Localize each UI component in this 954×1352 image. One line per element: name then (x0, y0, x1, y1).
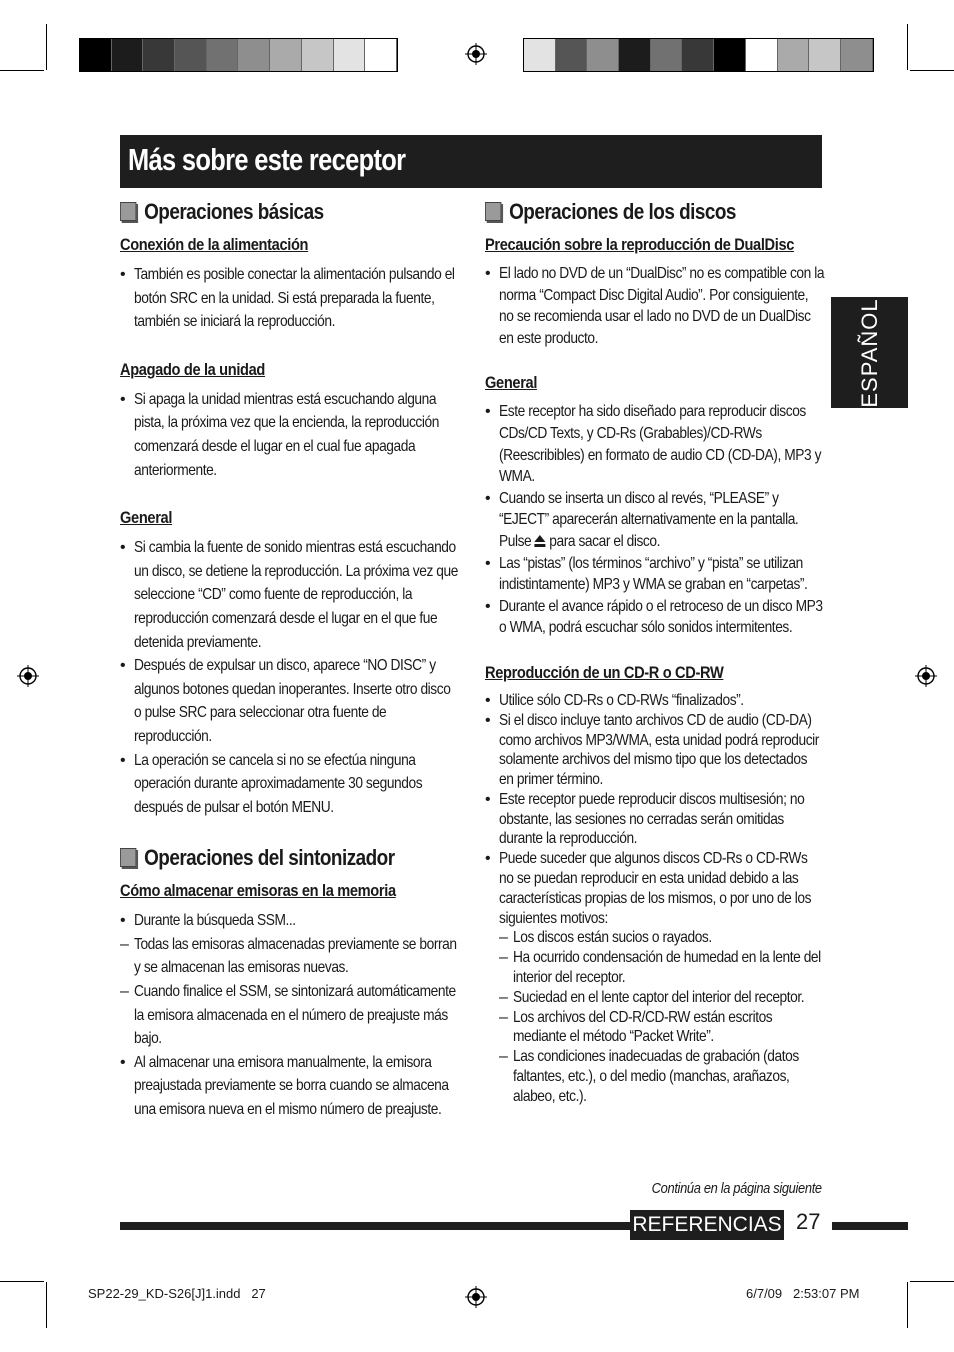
subsection-heading: Precaución sobre la reproducción de DualDisc (485, 235, 795, 254)
dash-item: – Los discos están sucios o rayados. (499, 928, 825, 948)
calibration-swatch (80, 39, 112, 71)
bullet-list (485, 401, 825, 639)
list-item: • Si cambia la fuente de sonido mientras está escuchando un disco, se detiene la reproducción. La próxima vez que seleccione “CD” como fuente de reproducción, la reproducción comenzará desde el lugar en el que fue detenida previamente. (120, 536, 460, 654)
footer-rule-right (832, 1222, 908, 1230)
bullet-list (485, 263, 825, 349)
calibration-swatch (175, 39, 207, 71)
crop-mark (0, 70, 44, 71)
calibration-swatch (112, 39, 144, 71)
subsection-heading: General (485, 373, 538, 393)
calibration-swatch (778, 39, 810, 71)
calibration-swatch (841, 39, 873, 71)
calibration-swatch (556, 39, 588, 71)
section-heading: Operaciones del sintonizador (120, 845, 412, 871)
continue-note: Continúa en la página siguiente (651, 1180, 822, 1197)
calibration-swatch (651, 39, 683, 71)
language-tab-label: ESPAÑOL (856, 297, 882, 408)
page-number: 27 (796, 1209, 821, 1234)
crop-mark (46, 24, 47, 70)
dash-item: – Ha ocurrido condensación de humedad en la lente del interior del receptor. (499, 948, 825, 988)
dash-item: – Cuando finalice el SSM, se sintonizará automáticamente la emisora almacenada en el número de preajuste más bajo. (120, 980, 460, 1051)
list-item: • Durante el avance rápido o el retroceso de un disco MP3 o WMA, podrá escuchar sólo sonidos intermitentes. (485, 596, 825, 639)
list-item: • Este receptor puede reproducir discos multisesión; no obstante, las sesiones no cerradas serán omitidas durante la reproducción. (485, 790, 825, 849)
language-tab (831, 297, 908, 408)
crop-mark (907, 1282, 908, 1328)
calibration-swatch (619, 39, 651, 71)
dash-item: – Todas las emisoras almacenadas previamente se borran y se almacenan las emisoras nuevas. (120, 933, 460, 980)
calibration-swatch (270, 39, 302, 71)
bullet-list (120, 909, 460, 1121)
subsection-heading: Cómo almacenar emisoras en la memoria (120, 881, 396, 901)
list-item: • Si el disco incluye tanto archivos CD de audio (CD-DA) como archivos MP3/WMA, esta unidad podrá reproducir solamente archivos del mismo tipo que los detectados en primer término. (485, 711, 825, 790)
calibration-swatch (207, 39, 239, 71)
print-slug-file: SP22-29_KD-S26[J]1.indd 27 (88, 1286, 266, 1301)
calibration-swatch (334, 39, 366, 71)
left-column (120, 199, 460, 1122)
calibration-swatch (746, 39, 778, 71)
section-square-icon (485, 202, 501, 221)
bullet-list (120, 536, 460, 819)
subsection-heading: Conexión de la alimentación (120, 235, 309, 254)
crop-mark (46, 1282, 47, 1328)
bullet-list (120, 388, 460, 482)
gray-calibration-bar-left (79, 38, 398, 72)
subsection-heading: Apagado de la unidad (120, 359, 266, 379)
section-heading: Operaciones de los discos (485, 199, 777, 225)
list-item: • La operación se cancela si no se efectúa ninguna operación durante aproximadamente 30 segundos después de pulsar el botón MENU. (120, 749, 460, 820)
list-item: • Después de expulsar un disco, aparece “NO DISC” y algunos botones quedan inoperantes. Inserte otro disco o pulse SRC para seleccionar otra fuente de reproducción. (120, 654, 460, 748)
list-item: • Al almacenar una emisora manualmente, la emisora preajustada previamente se borra cuando se almacena una emisora nueva en el mismo número de preajuste. (120, 1051, 460, 1122)
calibration-swatch (238, 39, 270, 71)
dash-list (120, 933, 460, 1051)
page-title-bar (120, 135, 822, 188)
registration-mark-icon (465, 43, 487, 65)
list-item: • Utilice sólo CD-Rs o CD-RWs “finalizados”. (485, 691, 825, 711)
right-column (485, 199, 825, 1107)
page-title: Más sobre este receptor (128, 142, 406, 177)
registration-mark-icon (17, 665, 39, 687)
registration-mark-icon (465, 1286, 487, 1308)
print-slug-date: 6/7/09 2:53:07 PM (746, 1286, 860, 1301)
crop-mark (910, 70, 954, 71)
subsection-heading: General (120, 508, 173, 528)
list-item: • Durante la búsqueda SSM... – Todas las emisoras almacenadas previamente se borran y se almacenan las emisoras nuevas. – Cuando finalice el SSM, se sintonizará automáticamente la emisora almacenada en el número de preajuste más bajo. (120, 909, 460, 1051)
list-item: • Puede suceder que algunos discos CD-Rs o CD-RWs no se puedan reproducir en esta unidad debido a las características propias de los mismos, o por uno de los siguientes motivos: – Los discos están sucios o rayados. – Ha ocurrido condensación de humedad en la lente del interior del receptor. – Suciedad en el lente captor del interior del receptor. – Los archivos del CD-R/CD-RW están escritos mediante el método “Packet Write”. – Las condiciones inadecuadas de grabación (datos faltantes, etc.), o del medio (manchas, arañazos, alabeo, etc.). (485, 849, 825, 1106)
footer-section-label: REFERENCIAS (630, 1210, 784, 1240)
footer-rule-left (120, 1222, 630, 1230)
section-heading: Operaciones básicas (120, 199, 412, 225)
dash-item: – Suciedad en el lente captor del interior del receptor. (499, 988, 825, 1008)
dash-item: – Los archivos del CD-R/CD-RW están escritos mediante el método “Packet Write”. (499, 1008, 825, 1048)
section-square-icon (120, 202, 136, 221)
subsection-heading: Reproducción de un CD-R o CD-RW (485, 662, 724, 682)
registration-mark-icon (915, 665, 937, 687)
calibration-swatch (682, 39, 714, 71)
calibration-swatch (524, 39, 556, 71)
crop-mark (0, 1281, 44, 1282)
list-item: • Si apaga la unidad mientras está escuchando alguna pista, la próxima vez que la encienda, la reproducción comenzará desde el lugar en el cual fue apagada anteriormente. (120, 388, 460, 482)
gray-calibration-bar-right (523, 38, 874, 72)
eject-icon (535, 535, 546, 547)
dash-list (499, 928, 825, 1106)
crop-mark (910, 1281, 954, 1282)
list-item: • Este receptor ha sido diseñado para reproducir discos CDs/CD Texts, y CD-Rs (Grabables)/CD-RWs (Reescribibles) en formato de audio CD (CD-DA), MP3 y WMA. (485, 401, 825, 487)
dash-item: – Las condiciones inadecuadas de grabación (datos faltantes, etc.), o del medio (manchas, arañazos, alabeo, etc.). (499, 1047, 825, 1106)
bullet-list (485, 691, 825, 1107)
calibration-swatch (714, 39, 746, 71)
list-item: • Cuando se inserta un disco al revés, “PLEASE” y “EJECT” aparecerán alternativamente en la pantalla. Pulse para sacar el disco. (485, 488, 825, 553)
calibration-swatch (302, 39, 334, 71)
calibration-swatch (365, 39, 397, 71)
crop-mark (907, 24, 908, 70)
section-square-icon (120, 848, 136, 867)
bullet-list (120, 263, 460, 334)
calibration-swatch (143, 39, 175, 71)
list-item: • Las “pistas” (los términos “archivo” y “pista” se utilizan indistintamente) MP3 y WMA se graban en “carpetas”. (485, 553, 825, 596)
calibration-swatch (809, 39, 841, 71)
list-item: • El lado no DVD de un “DualDisc” no es compatible con la norma “Compact Disc Digital Audio”. Por consiguiente, no se recomienda usar el lado no DVD de un DualDisc en este producto. (485, 263, 825, 349)
list-item: • También es posible conectar la alimentación pulsando el botón SRC en la unidad. Si está preparada la fuente, también se iniciará la reproducción. (120, 263, 460, 334)
calibration-swatch (587, 39, 619, 71)
